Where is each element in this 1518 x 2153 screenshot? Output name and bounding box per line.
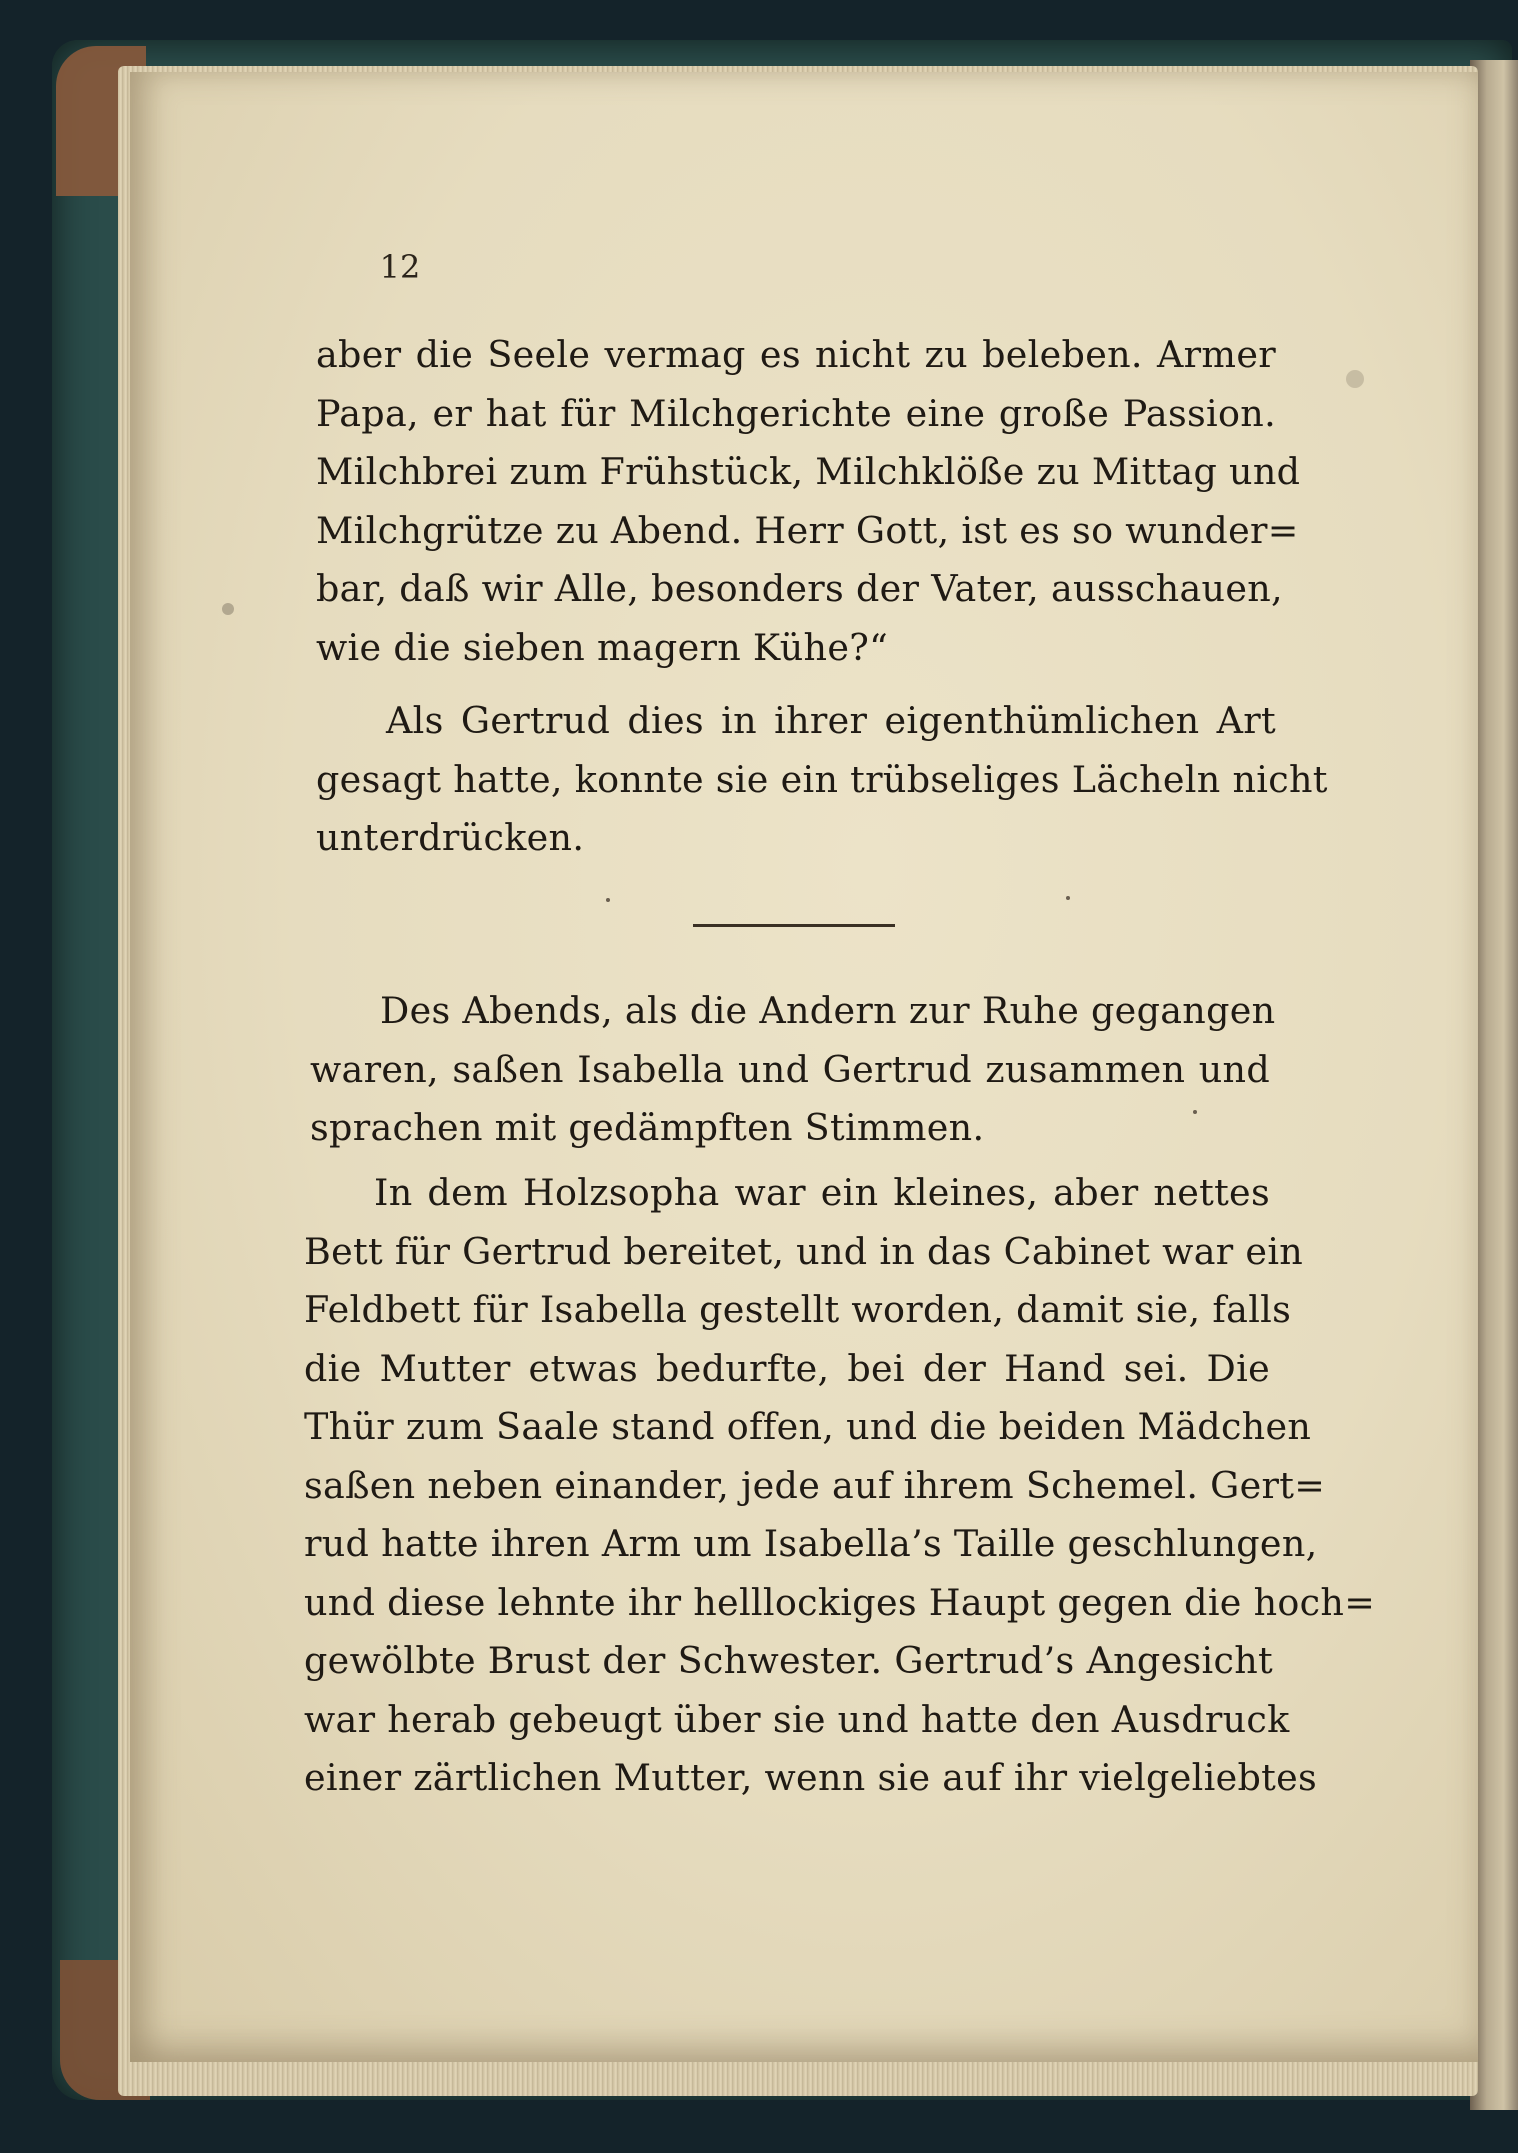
text-line: Milchbrei zum Frühstück, Milchklöße zu Mittag und (316, 450, 1301, 493)
text-line: saßen neben einander, jede auf ihrem Schemel. Gert= (304, 1463, 1326, 1507)
paper-speck (1066, 896, 1070, 900)
text-line: wie die sieben magern Kühe?“ (316, 625, 889, 669)
page-number: 12 (379, 248, 421, 286)
paragraph-1 (316, 326, 1301, 677)
text-line: unterdrücken. (316, 816, 585, 859)
text-line: Als Gertrud dies in ihrer eigenthümlichen Art (386, 699, 1276, 742)
text-line: einer zärtlichen Mutter, wenn sie auf ihr vielgeliebtes (304, 1756, 1318, 1799)
text-line: gesagt hatte, konnte sie ein trübseliges Lächeln nicht (316, 757, 1328, 801)
text-line: Des Abends, als die Andern zur Ruhe gegangen (380, 989, 1276, 1032)
paper-speck (222, 603, 234, 615)
paragraph-4 (304, 1164, 1376, 1808)
paragraph-3 (310, 982, 1276, 1158)
text-line: sprachen mit gedämpften Stimmen. (310, 1106, 985, 1149)
text-line: In dem Holzsopha war ein kleines, aber nettes (374, 1171, 1270, 1214)
text-line: Bett für Gertrud bereitet, und in das Cabinet war ein (304, 1229, 1304, 1273)
text-line: rud hatte ihren Arm um Isabella’s Taille geschlungen, (304, 1522, 1318, 1565)
paragraph-2 (316, 692, 1328, 868)
text-line: gewölbte Brust der Schwester. Gertrud’s Angesicht (304, 1639, 1274, 1682)
text-line: bar, daß wir Alle, besonders der Vater, ausschauen, (316, 567, 1283, 610)
paper-speck (606, 898, 610, 902)
section-divider (693, 924, 895, 927)
text-line: die Mutter etwas bedurfte, bei der Hand sei. Die (304, 1346, 1270, 1390)
text-line: waren, saßen Isabella und Gertrud zusammen und (310, 1047, 1270, 1091)
text-line: war herab gebeugt über sie und hatte den Ausdruck (304, 1697, 1290, 1741)
text-line: Milchgrütze zu Abend. Herr Gott, ist es so wunder= (316, 508, 1299, 552)
text-line: Papa, er hat für Milchgerichte eine große Passion. (316, 391, 1276, 435)
text-line: und diese lehnte ihr helllockiges Haupt gegen die hoch= (304, 1580, 1376, 1624)
paper-speck (1346, 370, 1364, 388)
paper-speck (1193, 1110, 1197, 1114)
text-line: Thür zum Saale stand offen, und die beiden Mädchen (304, 1405, 1312, 1448)
text-line: aber die Seele vermag es nicht zu beleben. Armer (316, 333, 1276, 376)
text-line: Feldbett für Isabella gestellt worden, damit sie, falls (304, 1288, 1292, 1331)
